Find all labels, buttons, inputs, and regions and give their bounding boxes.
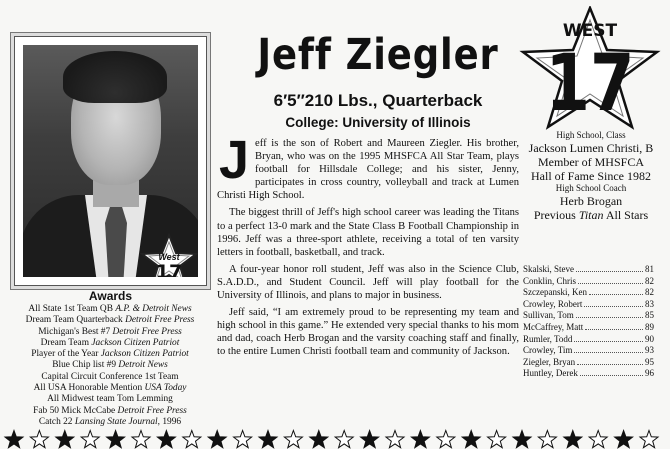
roster-name: Rumler, Todd [523, 333, 573, 344]
roster-name: Conklin, Chris [523, 275, 577, 286]
player-name: Jeff Ziegler [257, 30, 499, 80]
star-border-star-filled [310, 431, 328, 448]
award-source: USA Today [144, 383, 187, 394]
roster-row [523, 345, 654, 357]
award-text: All Midwest team Tom Lemming [47, 394, 173, 405]
roster-name: Huntley, Derek [523, 368, 578, 379]
star-border-star-outline [589, 431, 607, 448]
roster-name: Crowley, Tim [523, 345, 573, 356]
award-item [2, 327, 218, 338]
roster-row [523, 334, 654, 346]
roster-name: Skalski, Steve [523, 264, 574, 274]
star-border-star-filled [157, 431, 175, 448]
award-text: Catch 22 [38, 416, 75, 427]
roster-row [523, 310, 654, 322]
star-border-star-outline [437, 431, 455, 448]
award-source: Detroit Free Press [112, 326, 182, 337]
roster-leader-dots [577, 364, 643, 365]
bio-paragraph-3: A four-year honor roll student, Jeff was also in the Science Club, S.A.D.D., and Student Council. Jeff will play football for the University of Illinois, and plans to major in business. [217, 263, 519, 302]
roster-row [523, 322, 654, 334]
award-item [2, 315, 218, 326]
roster-row [523, 276, 654, 288]
previous-label-pre: Previous [533, 208, 579, 222]
roster-leader-dots [576, 271, 643, 272]
award-item [2, 338, 218, 349]
star-border [0, 429, 670, 449]
award-text: Player of the Year [31, 349, 101, 360]
star-border-star-filled [411, 431, 429, 448]
previous-all-stars-list [523, 264, 654, 380]
roster-leader-dots [574, 352, 643, 353]
member-line-1: Member of MHSFCA [537, 155, 644, 169]
award-source: A.P. & Detroit News [115, 304, 192, 314]
award-text: Dream Team Quarterback [25, 315, 126, 326]
player-stats: 6′5″210 Lbs., Quarterback [273, 91, 483, 110]
star-border-star-outline [640, 431, 658, 448]
awards-list [2, 304, 218, 428]
award-text: Capital Circuit Conference 1st Team [41, 371, 179, 382]
west-star-badge-large [517, 6, 663, 130]
roster-row [523, 299, 654, 311]
roster-year: 82 [645, 275, 654, 286]
award-source: Detroit Free Press [125, 315, 195, 326]
roster-year: 96 [645, 368, 654, 379]
roster-leader-dots [585, 329, 643, 330]
award-text: Blue Chip list #9 [52, 360, 119, 371]
school-value: Jackson Lumen Christi, B [528, 141, 654, 155]
coach-value: Herb Brogan [559, 194, 623, 208]
roster-row [523, 287, 654, 299]
roster-name: Sullivan, Tom [523, 310, 574, 321]
roster-year: 81 [645, 264, 654, 274]
roster-year: 89 [645, 321, 654, 332]
roster-name: Crowley, Robert [523, 298, 583, 309]
award-source: Detroit News [118, 360, 168, 371]
bio-paragraph-1 [217, 130, 519, 202]
previous-label-team: Titan [578, 208, 604, 222]
award-suffix: , 1996 [157, 416, 182, 427]
roster-row [523, 264, 654, 276]
player-photo [23, 45, 198, 283]
bio-paragraph-1-text: eff is the son of Robert and Maureen Ziegler. His brother, Bryan, who was on the 1995 MHSFCA All Star Team, plays football for Hillsdale College; and his sister, Jenny, participates in cross country, volleyball and track at Lumen Christi High School. [217, 138, 519, 202]
photo-tie [105, 205, 127, 277]
star-border-star-outline [335, 431, 353, 448]
star-border-star-filled [564, 431, 582, 448]
bio-dropcap: J [219, 130, 250, 190]
roster-row [523, 357, 654, 369]
player-photo-frame [14, 36, 207, 286]
photo-hair [63, 51, 167, 103]
star-border-star-outline [81, 431, 99, 448]
awards-title: Awards [88, 289, 133, 303]
award-text: Fab 50 Mick McCabe [33, 405, 118, 416]
roster-year: 95 [645, 356, 654, 367]
large-badge-team: WEST [562, 21, 618, 41]
star-border-star-outline [284, 431, 302, 448]
star-border-star-outline [132, 431, 150, 448]
award-item [2, 304, 218, 315]
star-border-star-filled [107, 431, 125, 448]
award-source: Lansing State Journal [74, 416, 158, 427]
award-item [2, 417, 218, 428]
award-source: Jackson Citizen Patriot [91, 337, 180, 348]
star-border-star-filled [513, 431, 531, 448]
award-source: Jackson Citizen Patriot [100, 349, 189, 360]
award-source: Detroit Free Press [117, 405, 187, 416]
roster-leader-dots [578, 283, 643, 284]
school-info [516, 130, 666, 222]
badge-team: West [158, 252, 180, 262]
badge-number: 17 [155, 261, 183, 283]
coach-label: High School Coach [555, 183, 627, 193]
roster-name: Ziegler, Bryan [523, 356, 576, 367]
roster-year: 85 [645, 310, 654, 321]
star-border-star-outline [386, 431, 404, 448]
roster-leader-dots [576, 317, 643, 318]
previous-all-stars-label [516, 208, 666, 222]
award-text: All State 1st Team QB [28, 304, 116, 314]
bio-paragraph-4: Jeff said, “I am extremely proud to be representing my team and high school in this game.” He extended very special thanks to his mom and dad, coach Herb Brogan and the varsity coaching staff and finally, to the entire Lumen Christi football team and community of Jackson. [217, 307, 519, 358]
roster-year: 93 [645, 345, 654, 356]
roster-year: 82 [645, 287, 654, 298]
award-text: Dream Team [40, 337, 92, 348]
award-text: All USA Honorable Mention [33, 383, 145, 394]
roster-leader-dots [589, 294, 643, 295]
star-border-star-filled [5, 431, 23, 448]
roster-year: 90 [645, 333, 654, 344]
player-bio [217, 130, 519, 363]
star-border-star-filled [259, 431, 277, 448]
roster-name: Szczepanski, Ken [523, 287, 587, 298]
award-item [2, 394, 218, 405]
award-item [2, 383, 218, 394]
award-item [2, 349, 218, 360]
star-border-star-filled [615, 431, 633, 448]
roster-leader-dots [584, 306, 643, 307]
award-item [2, 360, 218, 371]
award-text: Michigan's Best #7 [38, 326, 113, 337]
star-border-star-filled [56, 431, 74, 448]
award-item [2, 372, 218, 383]
star-border-star-filled [361, 431, 379, 448]
award-item [2, 406, 218, 417]
star-border-star-outline [488, 431, 506, 448]
star-border-star-filled [462, 431, 480, 448]
school-label: High School, Class [556, 130, 626, 140]
star-border-star-outline [183, 431, 201, 448]
star-border-star-outline [538, 431, 556, 448]
player-college: College: University of Illinois [285, 115, 471, 130]
bio-paragraph-2: The biggest thrill of Jeff's high school career was leading the Titans to a perfect 13-0 mark and the State Class B Football Championship in 1996. Jeff was a three-sport athlete, receiving a total of ten varsity letters in football, basketball, and track. [217, 207, 519, 258]
star-border-star-filled [208, 431, 226, 448]
roster-name: McCaffrey, Matt [523, 321, 584, 332]
member-line-2: Hall of Fame Since 1982 [531, 169, 651, 183]
roster-year: 83 [645, 298, 654, 309]
roster-leader-dots [574, 341, 643, 342]
previous-label-post: All Stars [603, 208, 649, 222]
large-badge-number: 17 [545, 37, 635, 129]
roster-leader-dots [580, 375, 643, 376]
star-border-star-outline [234, 431, 252, 448]
star-border-star-outline [30, 431, 48, 448]
roster-row [523, 368, 654, 380]
west-star-badge-small [139, 233, 198, 283]
